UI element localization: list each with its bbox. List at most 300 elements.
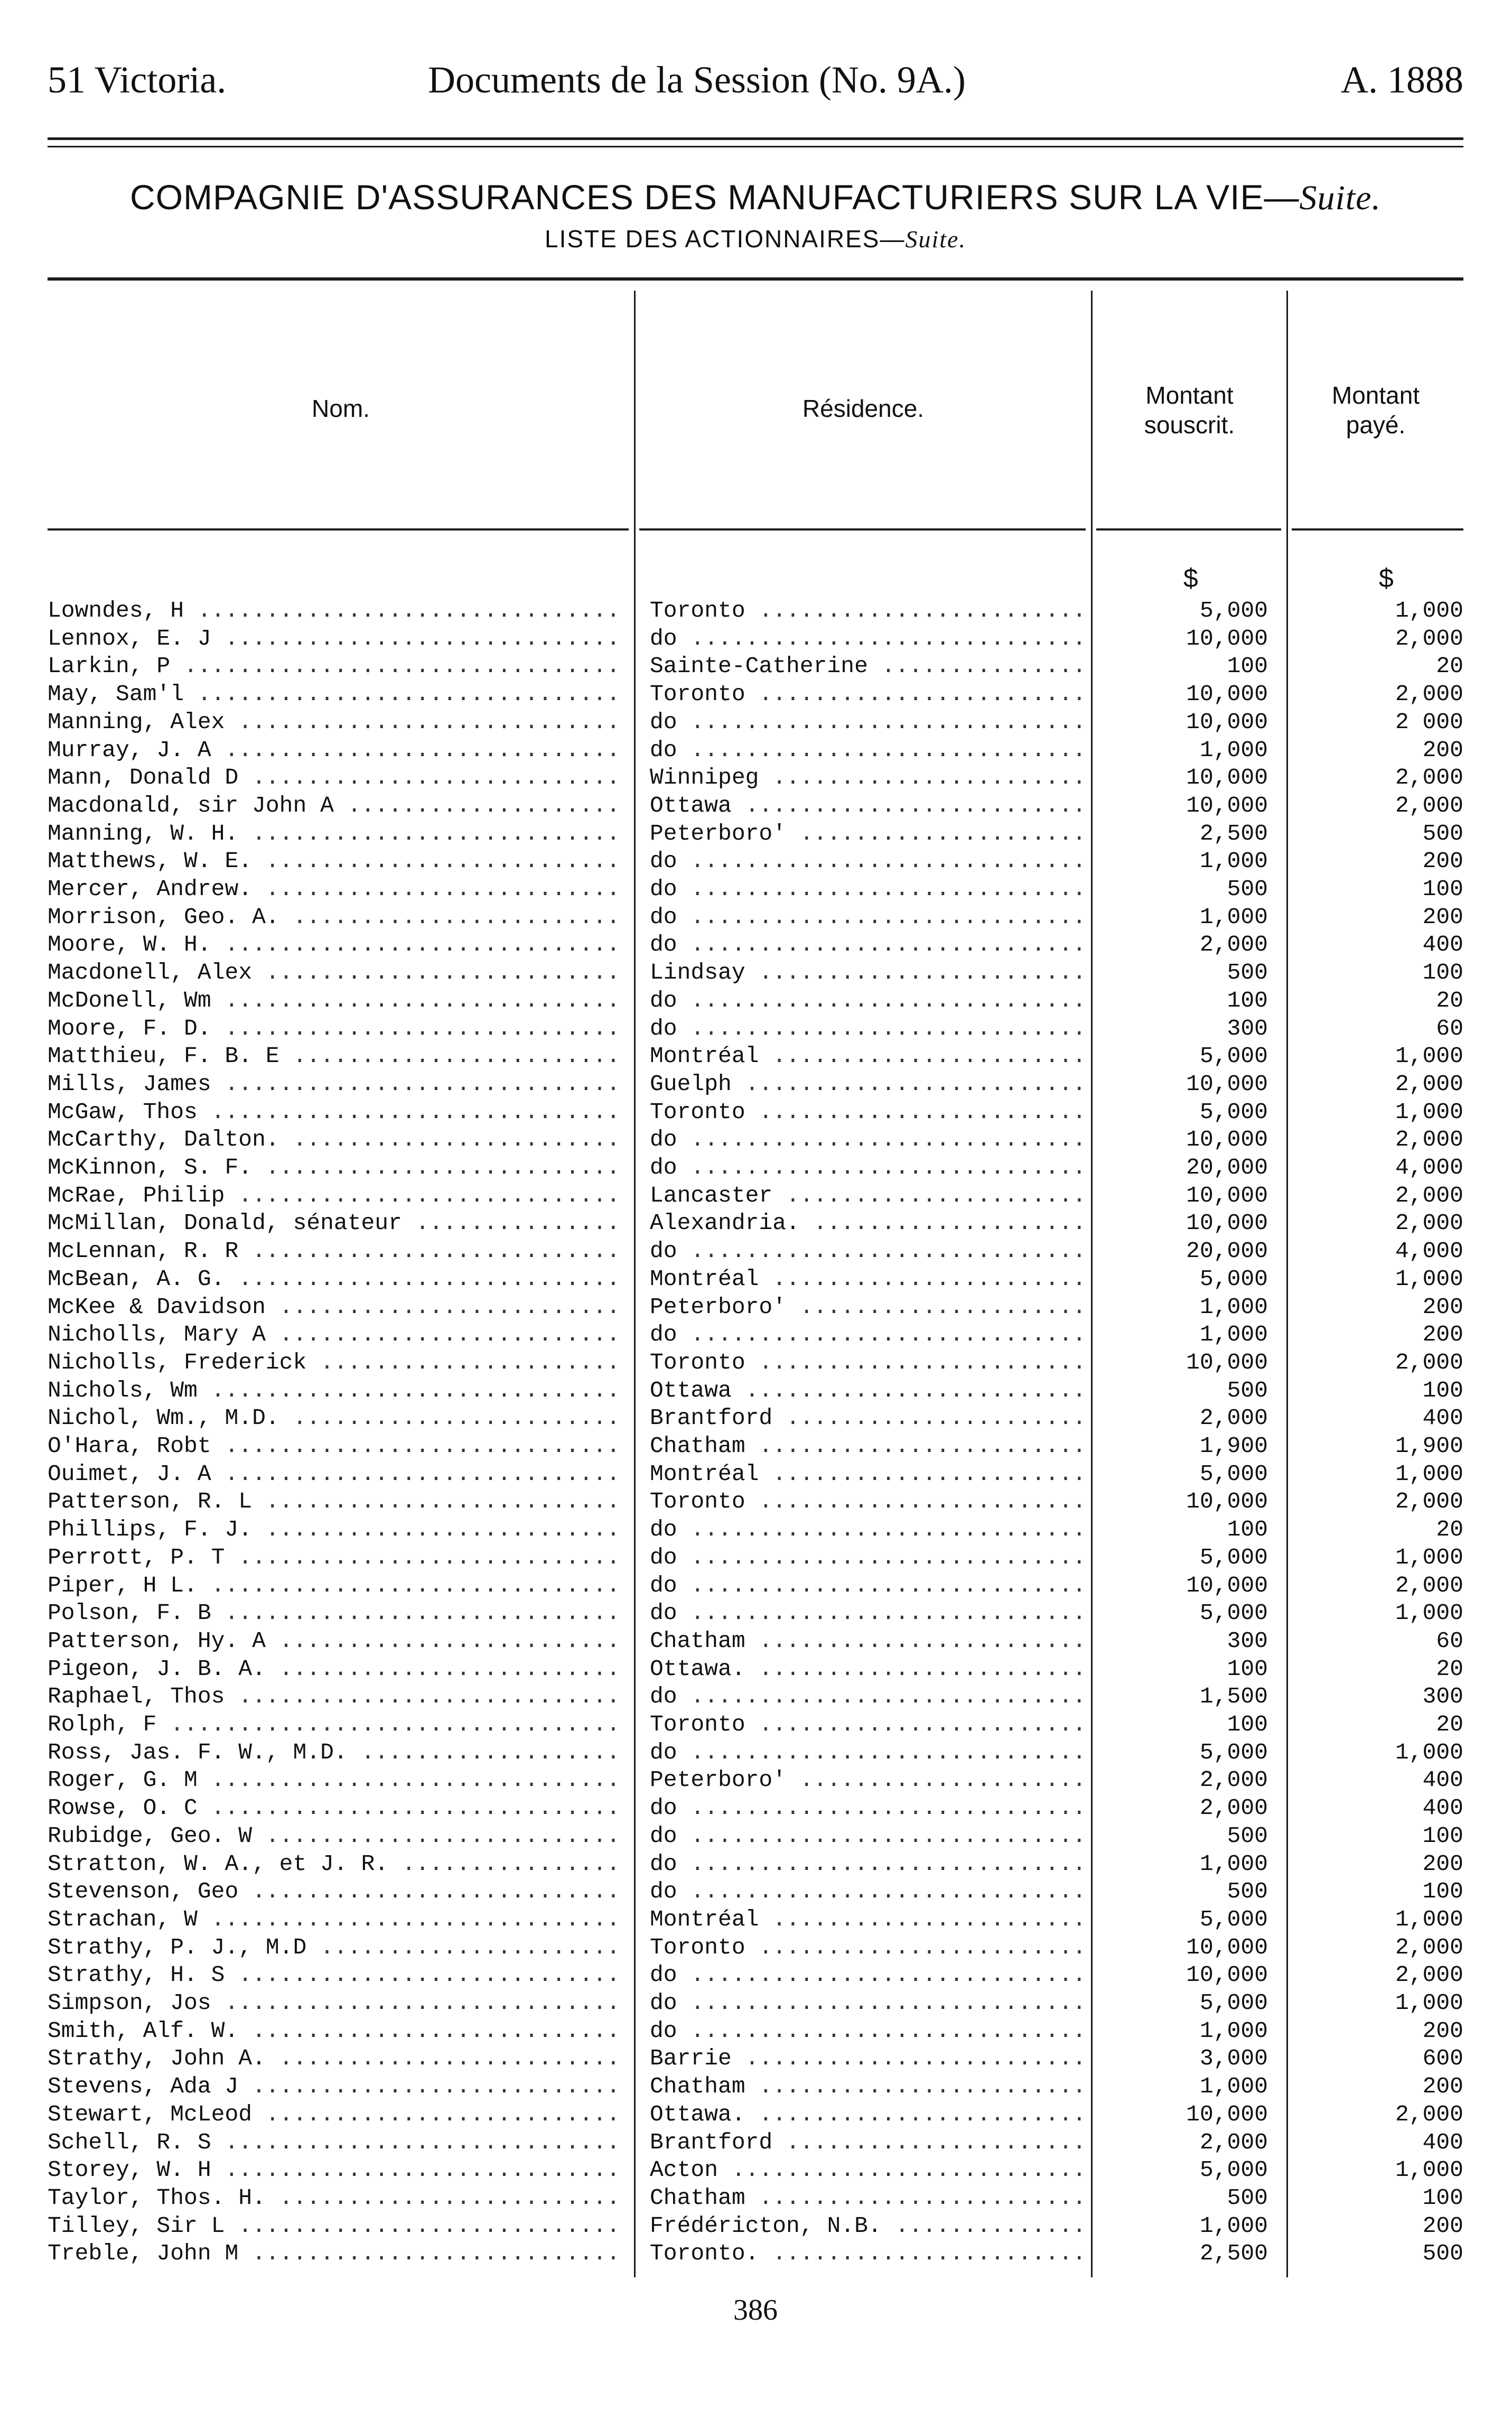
cell-subscribed: 20,000 (1186, 1155, 1268, 1180)
cell-subscribed: 10,000 (1186, 1071, 1268, 1097)
cell-name: Smith, Alf. W. ..... (48, 2017, 618, 2045)
cell-residence: do ..... (650, 1961, 1083, 1989)
table-row (48, 1349, 1463, 1376)
table-row (48, 904, 1463, 931)
cell-subscribed: 5,000 (1199, 1600, 1268, 1626)
cell-residence: do ..... (650, 1237, 1083, 1265)
cell-subscribed: 500 (1227, 1377, 1268, 1403)
cell-residence: Ottawa. ..... (650, 1655, 1083, 1683)
cell-subscribed: 1,000 (1199, 2017, 1268, 2044)
cell-residence: Frédéricton, N.B. ..... (650, 2212, 1083, 2240)
table-row (48, 1934, 1463, 1961)
cell-residence: do ..... (650, 1989, 1083, 2017)
cell-paid: 1,000 (1395, 1739, 1463, 1765)
cell-paid: 1,000 (1395, 598, 1463, 624)
cell-residence: do ..... (650, 1850, 1083, 1878)
cell-name: Stevenson, Geo ..... (48, 1878, 618, 1905)
cell-paid: 100 (1422, 1377, 1463, 1403)
cell-name: Ross, Jas. F. W., M.D. ..... (48, 1739, 618, 1766)
table-row (48, 737, 1463, 764)
cell-name: Pigeon, J. B. A. ..... (48, 1655, 618, 1683)
table-row (48, 1850, 1463, 1878)
cell-subscribed: 5,000 (1199, 1099, 1268, 1125)
cell-name: Storey, W. H ..... (48, 2156, 618, 2184)
table-row (48, 1237, 1463, 1265)
cell-name: McMillan, Donald, sénateur ..... (48, 1209, 618, 1237)
table-row (48, 1878, 1463, 1905)
cell-subscribed: 10,000 (1186, 709, 1268, 735)
cell-subscribed: 20,000 (1186, 1238, 1268, 1264)
table-row (48, 2184, 1463, 2212)
cell-subscribed: 5,000 (1199, 1544, 1268, 1570)
cell-name: Patterson, R. L ..... (48, 1488, 618, 1515)
cell-name: Murray, J. A ..... (48, 737, 618, 764)
page-title-text: COMPAGNIE D'ASSURANCES DES MANUFACTURIERS SUR LA VIE— (130, 178, 1300, 217)
table-row (48, 1209, 1463, 1237)
cell-paid: 2,000 (1395, 625, 1463, 652)
cell-residence: Toronto ..... (650, 1934, 1083, 1961)
table-row (48, 1460, 1463, 1488)
cell-subscribed: 10,000 (1186, 625, 1268, 652)
table-row (48, 1126, 1463, 1153)
cell-residence: Montréal ..... (650, 1460, 1083, 1488)
cell-residence: do ..... (650, 1739, 1083, 1766)
cell-subscribed: 500 (1227, 1822, 1268, 1849)
table-row (48, 1432, 1463, 1460)
cell-paid: 60 (1436, 1627, 1463, 1654)
table-row (48, 1015, 1463, 1043)
cell-name: Schell, R. S ..... (48, 2129, 618, 2156)
cell-residence: do ..... (650, 2017, 1083, 2045)
cell-paid: 2,000 (1395, 1210, 1463, 1236)
cell-subscribed: 5,000 (1199, 1906, 1268, 1932)
cell-name: McCarthy, Dalton. ..... (48, 1126, 618, 1153)
column-header-residence: Résidence. (802, 395, 925, 422)
table-row (48, 1321, 1463, 1348)
cell-paid: 1,900 (1395, 1433, 1463, 1459)
column-header-paid (1288, 380, 1463, 440)
table-row (48, 597, 1463, 625)
table-row (48, 820, 1463, 848)
cell-subscribed: 500 (1227, 1878, 1268, 1905)
cell-residence: do ..... (650, 1822, 1083, 1850)
cell-subscribed: 300 (1227, 1627, 1268, 1654)
cell-subscribed: 10,000 (1186, 681, 1268, 708)
cell-residence: do ..... (650, 1321, 1083, 1348)
table-row (48, 1043, 1463, 1070)
cell-residence: Peterboro' ..... (650, 1766, 1083, 1794)
cell-subscribed: 10,000 (1186, 1349, 1268, 1375)
cell-name: McGaw, Thos ..... (48, 1099, 618, 1126)
cell-residence: Chatham ..... (650, 2073, 1083, 2100)
cell-paid: 300 (1422, 1683, 1463, 1710)
cell-residence: Guelph ..... (650, 1071, 1083, 1098)
cell-paid: 200 (1422, 2073, 1463, 2100)
cell-residence: Toronto. ..... (650, 2240, 1083, 2267)
cell-residence: do ..... (650, 1015, 1083, 1043)
cell-residence: do ..... (650, 1126, 1083, 1153)
cell-residence: do ..... (650, 1683, 1083, 1710)
table-row (48, 1404, 1463, 1432)
cell-paid: 500 (1422, 2240, 1463, 2267)
table-row (48, 681, 1463, 708)
table-row (48, 1711, 1463, 1738)
cell-name: Macdonald, sir John A ..... (48, 792, 618, 820)
cell-paid: 1,000 (1395, 1544, 1463, 1570)
cell-name: Nichols, Wm ..... (48, 1377, 618, 1404)
cell-subscribed: 10,000 (1186, 1182, 1268, 1208)
cell-paid: 2,000 (1395, 681, 1463, 708)
table-row (48, 1627, 1463, 1655)
cell-residence: Toronto ..... (650, 597, 1083, 625)
cell-residence: Lancaster ..... (650, 1182, 1083, 1209)
header-document-title: Documents de la Session (No. 9A.) (428, 59, 966, 101)
table-row (48, 1794, 1463, 1822)
cell-paid: 200 (1422, 737, 1463, 763)
cell-subscribed: 10,000 (1186, 1488, 1268, 1515)
column-header-subscribed (1093, 380, 1286, 440)
cell-paid: 2,000 (1395, 1349, 1463, 1375)
cell-subscribed: 10,000 (1186, 1934, 1268, 1960)
cell-name: Rolph, F ..... (48, 1711, 618, 1738)
cell-residence: do ..... (650, 1572, 1083, 1599)
cell-subscribed: 1,000 (1199, 1294, 1268, 1320)
cell-residence: do ..... (650, 848, 1083, 875)
cell-residence: Montréal ..... (650, 1906, 1083, 1933)
cell-residence: do ..... (650, 876, 1083, 903)
cell-name: McBean, A. G. ..... (48, 1266, 618, 1293)
cell-paid: 200 (1422, 848, 1463, 874)
column-header-paid-line2: payé. (1346, 411, 1406, 439)
cell-paid: 1,000 (1395, 1990, 1463, 2016)
cell-name: Stevens, Ada J ..... (48, 2073, 618, 2100)
page-subtitle-suite: Suite. (905, 226, 966, 253)
table-row (48, 2156, 1463, 2184)
table-row (48, 1071, 1463, 1098)
table-row (48, 1488, 1463, 1515)
cell-residence: Brantford ..... (650, 1404, 1083, 1432)
cell-paid: 100 (1422, 1822, 1463, 1849)
cell-paid: 200 (1422, 904, 1463, 930)
cell-name: Matthews, W. E. ..... (48, 848, 618, 875)
table-row (48, 1154, 1463, 1181)
cell-subscribed: 1,000 (1199, 1850, 1268, 1877)
cell-paid: 400 (1422, 932, 1463, 958)
table-row (48, 2073, 1463, 2100)
cell-subscribed: 100 (1227, 1655, 1268, 1682)
table-row (48, 1822, 1463, 1850)
table-row (48, 1182, 1463, 1209)
cell-paid: 400 (1422, 1795, 1463, 1821)
cell-paid: 20 (1436, 987, 1463, 1013)
cell-subscribed: 5,000 (1199, 1460, 1268, 1487)
cell-name: McKinnon, S. F. ..... (48, 1154, 618, 1181)
cell-paid: 200 (1422, 2212, 1463, 2239)
cell-name: Manning, W. H. ..... (48, 820, 618, 848)
cell-name: Raphael, Thos ..... (48, 1683, 618, 1710)
cell-name: Treble, John M ..... (48, 2240, 618, 2267)
cell-subscribed: 1,500 (1199, 1683, 1268, 1710)
cell-name: Stratton, W. A., et J. R. ..... (48, 1850, 618, 1878)
cell-residence: do ..... (650, 1599, 1083, 1627)
cell-paid: 20 (1436, 1516, 1463, 1543)
table-row (48, 1599, 1463, 1627)
cell-residence: do ..... (650, 1794, 1083, 1822)
header-underline-name (48, 528, 629, 531)
cell-paid: 100 (1422, 960, 1463, 986)
header-rule-top (48, 137, 1463, 140)
cell-paid: 1,000 (1395, 1600, 1463, 1626)
cell-residence: do ..... (650, 1544, 1083, 1571)
cell-name: Moore, W. H. ..... (48, 931, 618, 959)
cell-subscribed: 100 (1227, 653, 1268, 680)
cell-residence: do ..... (650, 737, 1083, 764)
table-row (48, 1989, 1463, 2017)
page-number: 386 (733, 2294, 778, 2327)
cell-name: Perrott, P. T ..... (48, 1544, 618, 1571)
table-row (48, 848, 1463, 875)
cell-subscribed: 5,000 (1199, 2157, 1268, 2183)
currency-paid: $ (1379, 563, 1394, 593)
table-row (48, 1516, 1463, 1543)
cell-residence: Ottawa ..... (650, 792, 1083, 820)
cell-paid: 4,000 (1395, 1238, 1463, 1264)
cell-paid: 20 (1436, 1655, 1463, 1682)
cell-paid: 1,000 (1395, 1906, 1463, 1932)
cell-subscribed: 2,000 (1199, 1767, 1268, 1793)
cell-subscribed: 1,000 (1199, 2073, 1268, 2100)
cell-name: Lowndes, H ..... (48, 597, 618, 625)
cell-residence: do ..... (650, 1878, 1083, 1905)
cell-residence: Sainte-Catherine ..... (650, 653, 1083, 680)
cell-subscribed: 500 (1227, 2184, 1268, 2211)
cell-name: Simpson, Jos ..... (48, 1989, 618, 2017)
cell-paid: 2,000 (1395, 1488, 1463, 1515)
cell-subscribed: 2,000 (1199, 1795, 1268, 1821)
cell-residence: do ..... (650, 1154, 1083, 1181)
cell-name: McKee & Davidson ..... (48, 1294, 618, 1321)
cell-name: Larkin, P ..... (48, 653, 618, 680)
cell-subscribed: 5,000 (1199, 1266, 1268, 1292)
cell-paid: 20 (1436, 1711, 1463, 1737)
cell-paid: 60 (1436, 1015, 1463, 1041)
cell-subscribed: 500 (1227, 960, 1268, 986)
cell-name: Mills, James ..... (48, 1071, 618, 1098)
cell-residence: do ..... (650, 625, 1083, 653)
cell-subscribed: 10,000 (1186, 765, 1268, 791)
currency-subscribed: $ (1183, 563, 1198, 593)
cell-subscribed: 1,900 (1199, 1433, 1268, 1459)
table-row (48, 1099, 1463, 1126)
cell-name: Nicholls, Mary A ..... (48, 1321, 618, 1348)
page-subtitle (48, 225, 1463, 253)
cell-name: Lennox, E. J ..... (48, 625, 618, 653)
cell-subscribed: 10,000 (1186, 1210, 1268, 1236)
header-underline-paid (1292, 528, 1463, 531)
cell-residence: do ..... (650, 904, 1083, 931)
document-page (48, 42, 1463, 2378)
page-title (48, 177, 1463, 218)
cell-paid: 400 (1422, 1405, 1463, 1431)
cell-residence: Montréal ..... (650, 1043, 1083, 1070)
cell-subscribed: 100 (1227, 1516, 1268, 1543)
table-row (48, 987, 1463, 1015)
cell-subscribed: 5,000 (1199, 1739, 1268, 1765)
table-row (48, 2129, 1463, 2156)
cell-residence: Chatham ..... (650, 2184, 1083, 2212)
cell-paid: 100 (1422, 2184, 1463, 2211)
cell-paid: 2,000 (1395, 1071, 1463, 1097)
cell-name: Strathy, John A. ..... (48, 2045, 618, 2072)
cell-name: Mann, Donald D ..... (48, 764, 618, 792)
cell-subscribed: 5,000 (1199, 598, 1268, 624)
cell-paid: 2,000 (1395, 2101, 1463, 2127)
cell-subscribed: 2,000 (1199, 932, 1268, 958)
cell-name: O'Hara, Robt ..... (48, 1432, 618, 1460)
cell-paid: 20 (1436, 653, 1463, 680)
column-header-name: Nom. (312, 395, 370, 422)
table-row (48, 2240, 1463, 2267)
cell-subscribed: 10,000 (1186, 2101, 1268, 2127)
column-header-paid-line1: Montant (1331, 381, 1420, 409)
page-title-suite: Suite. (1299, 179, 1381, 217)
cell-paid: 2,000 (1395, 765, 1463, 791)
cell-subscribed: 300 (1227, 1015, 1268, 1041)
cell-subscribed: 1,000 (1199, 848, 1268, 874)
cell-residence: Chatham ..... (650, 1432, 1083, 1460)
cell-residence: Toronto ..... (650, 1099, 1083, 1126)
table-row (48, 1739, 1463, 1766)
cell-paid: 200 (1422, 1850, 1463, 1877)
cell-name: Matthieu, F. B. E ..... (48, 1043, 618, 1070)
header-rule-bottom (48, 146, 1463, 147)
table-row (48, 1377, 1463, 1404)
cell-paid: 1,000 (1395, 1099, 1463, 1125)
table-row (48, 1572, 1463, 1599)
cell-name: May, Sam'l ..... (48, 681, 618, 708)
cell-name: Polson, F. B ..... (48, 1599, 618, 1627)
table-top-rule (48, 277, 1463, 281)
cell-name: Piper, H L. ..... (48, 1572, 618, 1599)
cell-residence: Acton ..... (650, 2156, 1083, 2184)
table-row (48, 2017, 1463, 2045)
cell-paid: 100 (1422, 1878, 1463, 1905)
cell-name: Nicholls, Frederick ..... (48, 1349, 618, 1376)
cell-residence: Peterboro' ..... (650, 1294, 1083, 1321)
cell-name: Macdonell, Alex ..... (48, 959, 618, 987)
cell-residence: Ottawa. ..... (650, 2101, 1083, 2128)
cell-subscribed: 10,000 (1186, 1572, 1268, 1598)
header-underline-subscribed (1096, 528, 1281, 531)
cell-subscribed: 2,500 (1199, 820, 1268, 846)
cell-residence: Alexandria. ..... (650, 1209, 1083, 1237)
cell-subscribed: 10,000 (1186, 792, 1268, 818)
table-row (48, 1266, 1463, 1293)
table-row (48, 1683, 1463, 1710)
cell-paid: 200 (1422, 1294, 1463, 1320)
cell-name: Nichol, Wm., M.D. ..... (48, 1404, 618, 1432)
table-row (48, 931, 1463, 959)
page-subtitle-text: LISTE DES ACTIONNAIRES— (545, 225, 906, 253)
header-session-year: 51 Victoria. (48, 59, 227, 101)
cell-name: McDonell, Wm ..... (48, 987, 618, 1015)
cell-subscribed: 2,000 (1199, 2129, 1268, 2155)
cell-name: Patterson, Hy. A ..... (48, 1627, 618, 1655)
table-row (48, 1906, 1463, 1933)
cell-residence: Toronto ..... (650, 1711, 1083, 1738)
cell-name: Roger, G. M ..... (48, 1766, 618, 1794)
table-row (48, 653, 1463, 680)
cell-paid: 2,000 (1395, 1572, 1463, 1598)
table-row (48, 959, 1463, 987)
table-row (48, 1961, 1463, 1989)
table-row (48, 625, 1463, 653)
cell-subscribed: 3,000 (1199, 2045, 1268, 2072)
cell-paid: 600 (1422, 2045, 1463, 2072)
cell-paid: 200 (1422, 2017, 1463, 2044)
table-row (48, 2212, 1463, 2240)
cell-name: Stewart, McLeod ..... (48, 2101, 618, 2128)
column-header-subscribed-line2: souscrit. (1144, 411, 1235, 439)
cell-subscribed: 100 (1227, 987, 1268, 1013)
cell-residence: do ..... (650, 1516, 1083, 1543)
cell-paid: 4,000 (1395, 1155, 1463, 1180)
cell-residence: Chatham ..... (650, 1627, 1083, 1655)
cell-paid: 2,000 (1395, 1934, 1463, 1960)
cell-name: Moore, F. D. ..... (48, 1015, 618, 1043)
table-row (48, 1544, 1463, 1571)
cell-paid: 1,000 (1395, 1043, 1463, 1069)
cell-paid: 2,000 (1395, 792, 1463, 818)
cell-paid: 1,000 (1395, 1266, 1463, 1292)
cell-residence: Ottawa ..... (650, 1377, 1083, 1404)
cell-name: McRae, Philip ..... (48, 1182, 618, 1209)
table-row (48, 2045, 1463, 2072)
cell-subscribed: 100 (1227, 1711, 1268, 1737)
cell-residence: do ..... (650, 931, 1083, 959)
cell-residence: do ..... (650, 709, 1083, 736)
cell-paid: 200 (1422, 1322, 1463, 1348)
cell-name: Phillips, F. J. ..... (48, 1516, 618, 1543)
cell-residence: Toronto ..... (650, 1349, 1083, 1376)
cell-paid: 500 (1422, 820, 1463, 846)
cell-residence: Montréal ..... (650, 1266, 1083, 1293)
cell-residence: Peterboro' ..... (650, 820, 1083, 848)
cell-subscribed: 1,000 (1199, 2212, 1268, 2239)
header-underline-residence (639, 528, 1086, 531)
cell-paid: 100 (1422, 876, 1463, 902)
cell-subscribed: 1,000 (1199, 737, 1268, 763)
cell-name: Rubidge, Geo. W ..... (48, 1822, 618, 1850)
cell-paid: 1,000 (1395, 1460, 1463, 1487)
cell-name: Rowse, O. C ..... (48, 1794, 618, 1822)
cell-subscribed: 1,000 (1199, 904, 1268, 930)
cell-residence: Toronto ..... (650, 1488, 1083, 1515)
cell-subscribed: 5,000 (1199, 1043, 1268, 1069)
cell-name: Strathy, H. S ..... (48, 1961, 618, 1989)
cell-name: Morrison, Geo. A. ..... (48, 904, 618, 931)
cell-paid: 400 (1422, 2129, 1463, 2155)
cell-residence: Toronto ..... (650, 681, 1083, 708)
table-row (48, 709, 1463, 736)
cell-name: Tilley, Sir L ..... (48, 2212, 618, 2240)
running-head (48, 58, 1463, 116)
table-row (48, 2101, 1463, 2128)
cell-residence: do ..... (650, 987, 1083, 1015)
cell-paid: 2,000 (1395, 1182, 1463, 1208)
cell-subscribed: 5,000 (1199, 1990, 1268, 2016)
cell-name: Ouimet, J. A ..... (48, 1460, 618, 1488)
